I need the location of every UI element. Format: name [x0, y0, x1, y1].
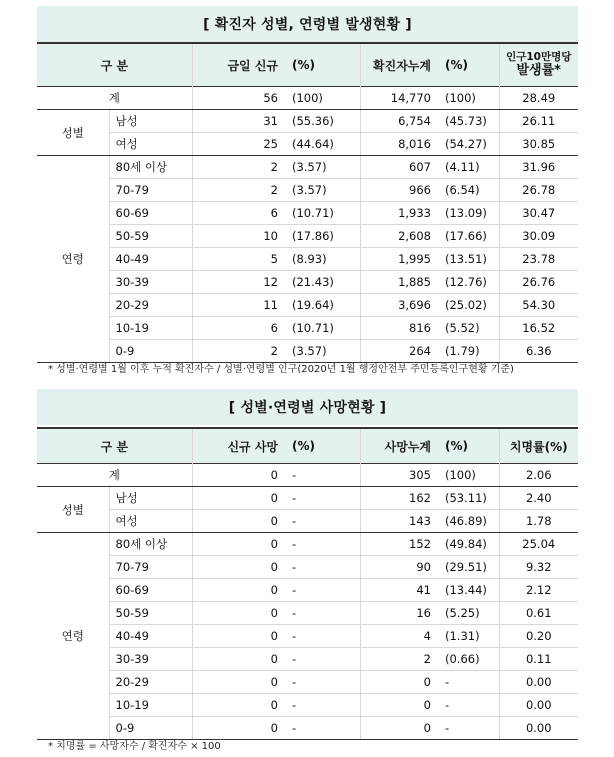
new-count: 0: [192, 533, 282, 556]
new-count: 0: [192, 602, 282, 625]
rate-value: 2.06: [499, 464, 578, 487]
table-row: [37, 202, 578, 225]
rate-value: 30.85: [499, 133, 578, 156]
new-count: 25: [192, 133, 282, 156]
new-pct: (55.36): [282, 110, 360, 133]
table-row: [37, 156, 578, 179]
age-group-label: 연령: [37, 533, 109, 740]
cum-count: 152: [360, 533, 435, 556]
new-count: 0: [192, 487, 282, 510]
cum-pct: -: [435, 671, 499, 694]
new-count: 0: [192, 579, 282, 602]
row-label: 20-29: [109, 294, 192, 317]
table-row: [37, 533, 578, 556]
table-row: [37, 248, 578, 271]
cum-count: 90: [360, 556, 435, 579]
new-count: 6: [192, 317, 282, 340]
rate-value: 2.12: [499, 579, 578, 602]
rate-value: 28.49: [499, 87, 578, 110]
cum-pct: (0.66): [435, 648, 499, 671]
rate-value: 2.40: [499, 487, 578, 510]
new-pct: (17.86): [282, 225, 360, 248]
new-count: 5: [192, 248, 282, 271]
cum-pct: (13.09): [435, 202, 499, 225]
new-count: 0: [192, 648, 282, 671]
cum-count: 1,933: [360, 202, 435, 225]
age-group-label: 연령: [37, 156, 109, 363]
table-row: [37, 602, 578, 625]
new-pct: (3.57): [282, 156, 360, 179]
table-row: [37, 271, 578, 294]
new-pct: -: [282, 556, 360, 579]
row-label: 70-79: [109, 556, 192, 579]
row-label: 80세 이상: [109, 156, 192, 179]
cum-pct: (17.66): [435, 225, 499, 248]
cum-count: 305: [360, 464, 435, 487]
cum-pct: (1.31): [435, 625, 499, 648]
header-cum: 사망누계: [360, 428, 435, 464]
rate-value: 23.78: [499, 248, 578, 271]
cum-count: 264: [360, 340, 435, 363]
rate-value: 30.09: [499, 225, 578, 248]
new-pct: (10.71): [282, 317, 360, 340]
new-pct: (3.57): [282, 179, 360, 202]
cum-count: 16: [360, 602, 435, 625]
cum-count: 2: [360, 648, 435, 671]
total-row: [37, 87, 578, 110]
table-header-row: [37, 43, 578, 87]
cum-count: 816: [360, 317, 435, 340]
new-pct: -: [282, 487, 360, 510]
rate-value: 9.32: [499, 556, 578, 579]
cum-count: 143: [360, 510, 435, 533]
row-label: 남성: [109, 110, 192, 133]
row-label: 10-19: [109, 317, 192, 340]
cum-pct: (12.76): [435, 271, 499, 294]
new-count: 11: [192, 294, 282, 317]
rate-value: 0.00: [499, 671, 578, 694]
rate-value: 0.20: [499, 625, 578, 648]
new-pct: (21.43): [282, 271, 360, 294]
rate-value: 54.30: [499, 294, 578, 317]
row-label: 50-59: [109, 225, 192, 248]
table-row: [37, 487, 578, 510]
row-label: 50-59: [109, 602, 192, 625]
table-row: [37, 648, 578, 671]
row-label: 60-69: [109, 579, 192, 602]
new-count: 0: [192, 510, 282, 533]
header-category: 구 분: [37, 428, 192, 464]
header-rate: 치명률(%): [499, 428, 578, 464]
table-row: [37, 225, 578, 248]
total-row: [37, 464, 578, 487]
new-pct: (10.71): [282, 202, 360, 225]
cum-count: 6,754: [360, 110, 435, 133]
rate-value: 26.78: [499, 179, 578, 202]
table-row: [37, 317, 578, 340]
new-pct: -: [282, 533, 360, 556]
rate-value: 30.47: [499, 202, 578, 225]
new-count: 6: [192, 202, 282, 225]
new-pct: -: [282, 671, 360, 694]
cum-count: 0: [360, 717, 435, 740]
section2-footnote: * 치명률 = 사망자수 / 확진자수 × 100: [48, 741, 221, 752]
header-new: 금일 신규: [192, 43, 282, 87]
row-label: 여성: [109, 133, 192, 156]
row-label: 30-39: [109, 271, 192, 294]
cum-count: 0: [360, 671, 435, 694]
cum-count: 8,016: [360, 133, 435, 156]
row-label: 10-19: [109, 694, 192, 717]
cum-pct: (6.54): [435, 179, 499, 202]
cum-pct: (100): [435, 87, 499, 110]
rate-value: 26.76: [499, 271, 578, 294]
sex-group-label: 성별: [37, 487, 109, 533]
new-pct: (44.64): [282, 133, 360, 156]
new-pct: -: [282, 602, 360, 625]
cum-pct: -: [435, 694, 499, 717]
new-count: 0: [192, 671, 282, 694]
rate-value: 0.61: [499, 602, 578, 625]
table-row: [37, 110, 578, 133]
cum-count: 966: [360, 179, 435, 202]
new-count: 12: [192, 271, 282, 294]
cum-pct: (53.11): [435, 487, 499, 510]
table-row: [37, 179, 578, 202]
row-label: 30-39: [109, 648, 192, 671]
new-count: 2: [192, 340, 282, 363]
new-count: 10: [192, 225, 282, 248]
header-category: 구 분: [37, 43, 192, 87]
cum-count: 607: [360, 156, 435, 179]
header-new-pct: (%): [282, 428, 360, 464]
rate-value: 0.11: [499, 648, 578, 671]
row-label: 0-9: [109, 717, 192, 740]
cum-pct: (1.79): [435, 340, 499, 363]
cum-pct: (46.89): [435, 510, 499, 533]
table-header-row: [37, 428, 578, 464]
cum-pct: (100): [435, 464, 499, 487]
cum-pct: (13.51): [435, 248, 499, 271]
new-count: 0: [192, 556, 282, 579]
new-pct: -: [282, 510, 360, 533]
section1-footnote: * 성별·연령별 1월 이후 누적 확진자수 / 성별·연령별 인구(2020년 1월 행정안전부 주민등록인구현황 기준): [48, 364, 514, 375]
new-pct: (3.57): [282, 340, 360, 363]
header-rate-line1: 인구10만명당: [506, 51, 572, 64]
cum-pct: (4.11): [435, 156, 499, 179]
deaths-table: [37, 427, 578, 740]
rate-value: 31.96: [499, 156, 578, 179]
cum-pct: (5.25): [435, 602, 499, 625]
new-pct: (100): [282, 87, 360, 110]
cases-table: [37, 42, 578, 363]
row-label: 40-49: [109, 248, 192, 271]
cum-pct: (45.73): [435, 110, 499, 133]
row-label: 계: [37, 87, 192, 110]
table-row: [37, 510, 578, 533]
row-label: 0-9: [109, 340, 192, 363]
cum-pct: (5.52): [435, 317, 499, 340]
cum-pct: (49.84): [435, 533, 499, 556]
row-label: 여성: [109, 510, 192, 533]
new-count: 0: [192, 464, 282, 487]
cum-count: 162: [360, 487, 435, 510]
cum-count: 1,885: [360, 271, 435, 294]
new-pct: -: [282, 648, 360, 671]
rate-value: 6.36: [499, 340, 578, 363]
row-label: 70-79: [109, 179, 192, 202]
rate-value: 1.78: [499, 510, 578, 533]
header-cum-pct: (%): [435, 43, 499, 87]
new-count: 31: [192, 110, 282, 133]
table-row: [37, 556, 578, 579]
rate-value: 16.52: [499, 317, 578, 340]
cum-pct: (29.51): [435, 556, 499, 579]
new-count: 56: [192, 87, 282, 110]
new-count: 2: [192, 179, 282, 202]
cum-count: 41: [360, 579, 435, 602]
row-label: 40-49: [109, 625, 192, 648]
row-label: 20-29: [109, 671, 192, 694]
new-pct: -: [282, 694, 360, 717]
row-label: 남성: [109, 487, 192, 510]
row-label: 계: [37, 464, 192, 487]
new-pct: (19.64): [282, 294, 360, 317]
section2-title: [ 성별·연령별 사망현황 ]: [37, 389, 578, 425]
cum-pct: -: [435, 717, 499, 740]
new-pct: -: [282, 464, 360, 487]
table-row: [37, 694, 578, 717]
table-row: [37, 625, 578, 648]
table-row: [37, 579, 578, 602]
table-row: [37, 294, 578, 317]
cum-pct: (13.44): [435, 579, 499, 602]
cum-count: 2,608: [360, 225, 435, 248]
sex-group-label: 성별: [37, 110, 109, 156]
rate-value: 26.11: [499, 110, 578, 133]
row-label: 60-69: [109, 202, 192, 225]
cum-count: 1,995: [360, 248, 435, 271]
header-new: 신규 사망: [192, 428, 282, 464]
cum-pct: (25.02): [435, 294, 499, 317]
rate-value: 0.00: [499, 717, 578, 740]
new-count: 0: [192, 717, 282, 740]
row-label: 80세 이상: [109, 533, 192, 556]
rate-value: 25.04: [499, 533, 578, 556]
header-rate: [499, 43, 578, 87]
new-count: 0: [192, 694, 282, 717]
rate-value: 0.00: [499, 694, 578, 717]
cum-pct: (54.27): [435, 133, 499, 156]
new-pct: (8.93): [282, 248, 360, 271]
cum-count: 4: [360, 625, 435, 648]
table-row: [37, 671, 578, 694]
cum-count: 0: [360, 694, 435, 717]
header-rate-line2: 발생률*: [516, 62, 561, 78]
section1-title: [ 확진자 성별, 연령별 발생현황 ]: [37, 6, 578, 42]
header-cum-pct: (%): [435, 428, 499, 464]
new-count: 0: [192, 625, 282, 648]
new-pct: -: [282, 579, 360, 602]
header-new-pct: (%): [282, 43, 360, 87]
header-cum: 확진자누계: [360, 43, 435, 87]
cum-count: 14,770: [360, 87, 435, 110]
cum-count: 3,696: [360, 294, 435, 317]
new-pct: -: [282, 625, 360, 648]
table-row: [37, 133, 578, 156]
new-pct: -: [282, 717, 360, 740]
new-count: 2: [192, 156, 282, 179]
